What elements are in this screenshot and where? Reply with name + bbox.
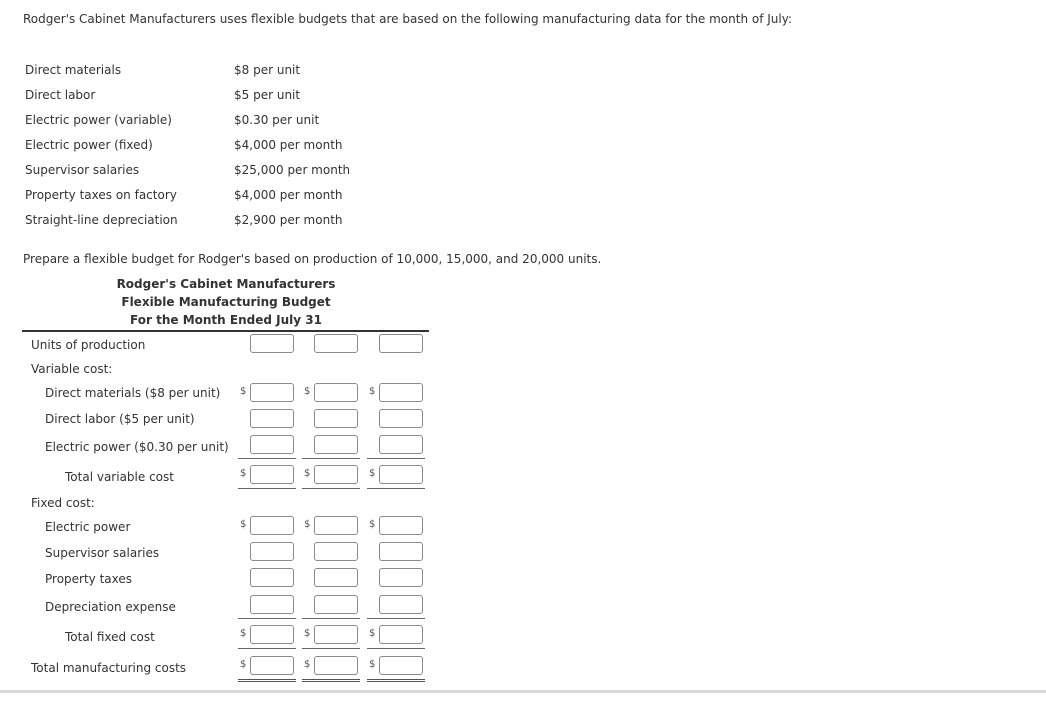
total-variable-input-col1[interactable]: [250, 465, 294, 484]
row-label-electric-fixed: Electric power: [45, 520, 131, 534]
supervisor-input-col3[interactable]: [379, 542, 423, 561]
direct-materials-input-col2[interactable]: [314, 383, 358, 402]
direct-materials-input-col3[interactable]: [379, 383, 423, 402]
total-manufacturing-input-col1[interactable]: [250, 656, 294, 675]
total-variable-input-col3[interactable]: [379, 465, 423, 484]
dollar-sign: $: [304, 628, 311, 639]
data-value-property-taxes: $4,000 per month: [234, 188, 343, 202]
total-fixed-input-col3[interactable]: [379, 625, 423, 644]
electric-fixed-input-col3[interactable]: [379, 516, 423, 535]
dollar-sign: $: [304, 386, 311, 397]
subtotal-underline: [238, 488, 296, 489]
dollar-sign: $: [369, 659, 376, 670]
data-value-direct-materials: $8 per unit: [234, 63, 301, 77]
subtotal-underline: [238, 458, 296, 459]
total-double-underline: [367, 679, 425, 682]
electric-fixed-input-col2[interactable]: [314, 516, 358, 535]
total-manufacturing-input-col2[interactable]: [314, 656, 358, 675]
direct-labor-input-col1[interactable]: [250, 409, 294, 428]
dollar-sign: $: [369, 386, 376, 397]
data-label-supervisor-salaries: Supervisor salaries: [25, 163, 140, 177]
budget-title-report: Flexible Manufacturing Budget: [121, 295, 331, 309]
row-label-total-variable: Total variable cost: [65, 470, 174, 484]
dollar-sign: $: [240, 628, 247, 639]
row-label-fixed-header: Fixed cost:: [31, 496, 95, 510]
row-label-electric-variable: Electric power ($0.30 per unit): [45, 440, 229, 454]
depreciation-input-col3[interactable]: [379, 595, 423, 614]
units-input-col1[interactable]: [250, 334, 294, 353]
electric-fixed-input-col1[interactable]: [250, 516, 294, 535]
problem-prompt: Prepare a flexible budget for Rodger's based on production of 10,000, 15,000, and 20,000 units.: [23, 252, 602, 266]
data-label-electric-fixed: Electric power (fixed): [25, 138, 153, 152]
row-label-units: Units of production: [31, 338, 146, 352]
data-label-depreciation: Straight-line depreciation: [25, 213, 178, 227]
row-label-property-taxes: Property taxes: [45, 572, 133, 586]
supervisor-input-col1[interactable]: [250, 542, 294, 561]
electric-variable-input-col2[interactable]: [314, 435, 358, 454]
direct-labor-input-col2[interactable]: [314, 409, 358, 428]
data-value-supervisor-salaries: $25,000 per month: [234, 163, 351, 177]
direct-labor-input-col3[interactable]: [379, 409, 423, 428]
subtotal-underline: [238, 648, 296, 649]
budget-title-period: For the Month Ended July 31: [130, 313, 322, 327]
total-fixed-input-col1[interactable]: [250, 625, 294, 644]
dollar-sign: $: [240, 386, 247, 397]
direct-materials-input-col1[interactable]: [250, 383, 294, 402]
subtotal-underline: [367, 618, 425, 619]
units-input-col2[interactable]: [314, 334, 358, 353]
data-label-property-taxes: Property taxes on factory: [25, 188, 177, 202]
budget-title-company: Rodger's Cabinet Manufacturers: [116, 277, 336, 291]
dollar-sign: $: [240, 468, 247, 479]
dollar-sign: $: [304, 519, 311, 530]
dollar-sign: $: [240, 659, 247, 670]
row-label-variable-header: Variable cost:: [31, 362, 113, 376]
subtotal-underline: [302, 618, 360, 619]
bottom-scroll-divider: [0, 690, 1046, 693]
electric-variable-input-col3[interactable]: [379, 435, 423, 454]
row-label-depreciation: Depreciation expense: [45, 600, 176, 614]
total-manufacturing-input-col3[interactable]: [379, 656, 423, 675]
data-value-electric-variable: $0.30 per unit: [234, 113, 320, 127]
header-rule: [22, 330, 429, 332]
property-taxes-input-col1[interactable]: [250, 568, 294, 587]
data-label-electric-variable: Electric power (variable): [25, 113, 172, 127]
subtotal-underline: [302, 488, 360, 489]
dollar-sign: $: [240, 519, 247, 530]
subtotal-underline: [302, 458, 360, 459]
electric-variable-input-col1[interactable]: [250, 435, 294, 454]
dollar-sign: $: [369, 519, 376, 530]
row-label-direct-materials: Direct materials ($8 per unit): [45, 386, 221, 400]
depreciation-input-col2[interactable]: [314, 595, 358, 614]
dollar-sign: $: [369, 628, 376, 639]
data-value-direct-labor: $5 per unit: [234, 88, 301, 102]
property-taxes-input-col3[interactable]: [379, 568, 423, 587]
units-input-col3[interactable]: [379, 334, 423, 353]
total-double-underline: [238, 679, 296, 682]
dollar-sign: $: [304, 468, 311, 479]
problem-intro: Rodger's Cabinet Manufacturers uses flexible budgets that are based on the following manufacturing data for the month of July:: [23, 12, 793, 26]
total-double-underline: [302, 679, 360, 682]
dollar-sign: $: [369, 468, 376, 479]
depreciation-input-col1[interactable]: [250, 595, 294, 614]
total-fixed-input-col2[interactable]: [314, 625, 358, 644]
subtotal-underline: [367, 458, 425, 459]
data-value-depreciation: $2,900 per month: [234, 213, 343, 227]
property-taxes-input-col2[interactable]: [314, 568, 358, 587]
subtotal-underline: [367, 648, 425, 649]
subtotal-underline: [302, 648, 360, 649]
total-variable-input-col2[interactable]: [314, 465, 358, 484]
data-label-direct-materials: Direct materials: [25, 63, 122, 77]
row-label-supervisor-salaries: Supervisor salaries: [45, 546, 160, 560]
subtotal-underline: [238, 618, 296, 619]
dollar-sign: $: [304, 659, 311, 670]
row-label-total-fixed: Total fixed cost: [65, 630, 155, 644]
supervisor-input-col2[interactable]: [314, 542, 358, 561]
row-label-total-manufacturing: Total manufacturing costs: [31, 661, 187, 675]
data-value-electric-fixed: $4,000 per month: [234, 138, 343, 152]
subtotal-underline: [367, 488, 425, 489]
data-label-direct-labor: Direct labor: [25, 88, 96, 102]
row-label-direct-labor: Direct labor ($5 per unit): [45, 412, 195, 426]
